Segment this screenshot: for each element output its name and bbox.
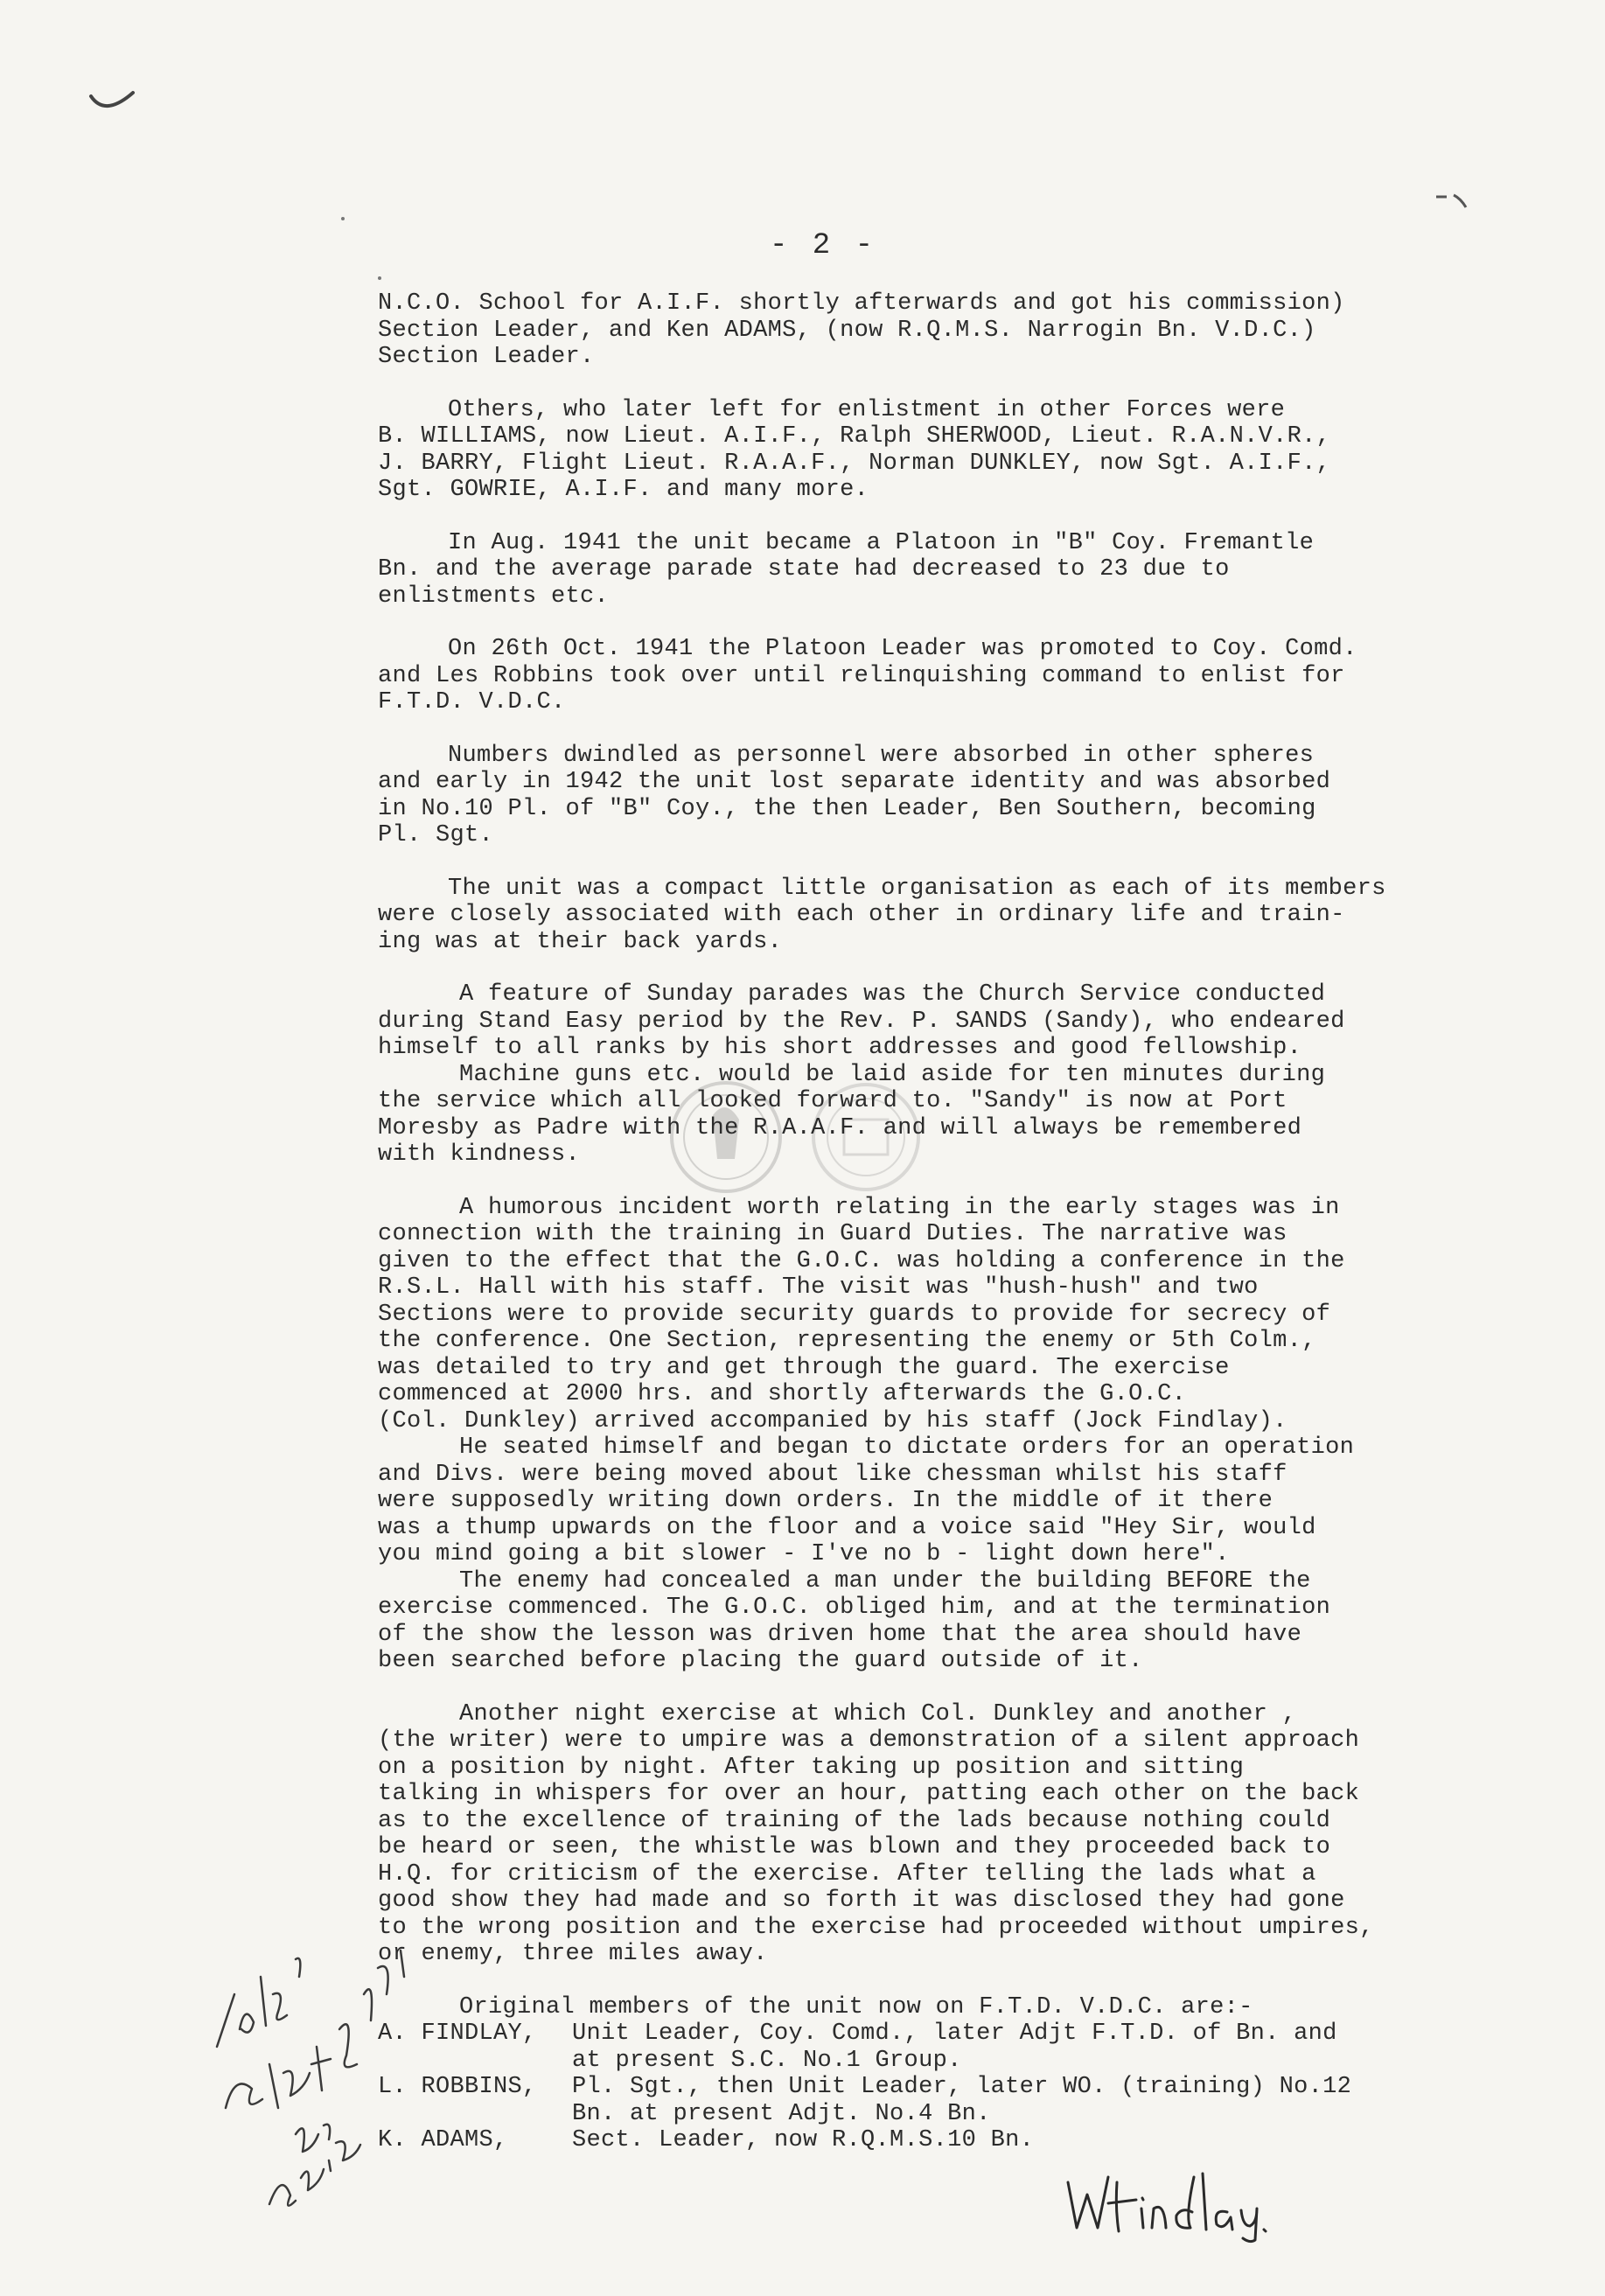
paragraph-continuation [378,290,1480,371]
paragraph-numbers-dwindled [378,743,1480,849]
text-line: Sgt. GOWRIE, A.I.F. and many more. [378,477,869,503]
paragraph-church-service [378,981,1480,1169]
text-line: Others, who later left for enlistment in other Forces were [448,396,1286,423]
text-line: were closely associated with each other in ordinary life and train- [378,902,1345,928]
text-line: connection with the training in Guard Duties. The narrative was [378,1221,1287,1247]
text-line: himself to all ranks by his short addresses and good fellowship. [378,1035,1302,1061]
handwritten-margin-note [199,1942,427,2222]
paragraph-night-exercise [378,1701,1480,1968]
text-line: Another night exercise at which Col. Dunkley and another , [459,1700,1297,1727]
margin-dot [341,217,345,220]
text-line: or enemy, three miles away. [378,1941,768,1967]
member-detail: Pl. Sgt., then Unit Leader, later WO. (training) No.12 [572,2074,1352,2100]
text-line: the conference. One Section, representing the enemy or 5th Colm., [378,1328,1316,1354]
text-line: you mind going a bit slower - I've no b - light down here". [378,1541,1230,1567]
text-line: was detailed to try and get through the guard. The exercise [378,1354,1230,1381]
text-line: in No.10 Pl. of "B" Coy., the then Leader, Ben Southern, becoming [378,795,1316,822]
roster-entry [378,2020,1480,2048]
text-line: On 26th Oct. 1941 the Platoon Leader was promoted to Coy. Comd. [448,636,1357,662]
text-line: Section Leader. [378,344,595,370]
text-line: been searched before placing the guard outside of it. [378,1648,1143,1674]
text-line: J. BARRY, Flight Lieut. R.A.A.F., Norman DUNKLEY, now Sgt. A.I.F., [378,450,1331,477]
text-line: to the wrong position and the exercise had proceeded without umpires, [378,1914,1374,1941]
text-line: Pl. Sgt. [378,822,494,848]
text-line: and Divs. were being moved about like chessman whilst his staff [378,1461,1287,1488]
text-line: The unit was a compact little organisation as each of its members [448,875,1386,902]
paragraph-platoon [378,530,1480,611]
text-line: as to the excellence of training of the lads because nothing could [378,1807,1331,1834]
hole-punch-mark [87,87,140,122]
signature-image [1063,2165,1273,2244]
text-line: be heard or seen, the whistle was blown and they proceeded back to [378,1834,1331,1860]
text-line: during Stand Easy period by the Rev. P. SANDS (Sandy), who endeared [378,1008,1345,1035]
paragraph-promotion [378,636,1480,716]
text-line: was a thump upwards on the floor and a voice said "Hey Sir, would [378,1514,1316,1541]
text-line: The enemy had concealed a man under the building BEFORE the [459,1567,1311,1595]
member-detail-continued: Bn. at present Adjt. No.4 Bn. [572,2100,991,2127]
paragraph-compact-unit [378,876,1480,956]
text-line: with kindness. [378,1141,581,1168]
text-line: Section Leader, and Ken ADAMS, (now R.Q.M.S. Narrogin Bn. V.D.C.) [378,317,1316,344]
text-line: commenced at 2000 hrs. and shortly afterwards the G.O.C. [378,1381,1187,1407]
member-detail-continued: at present S.C. No.1 Group. [572,2047,962,2074]
text-line: A feature of Sunday parades was the Church Service conducted [459,981,1326,1008]
text-line: given to the effect that the G.O.C. was holding a conference in the [378,1247,1345,1274]
text-line: were supposedly writing down orders. In the middle of it there [378,1488,1274,1514]
text-line: (the writer) were to umpire was a demonstration of a silent approach [378,1727,1360,1754]
member-name: A. FINDLAY, [378,2020,537,2047]
text-line: the service which all looked forward to. "Sandy" is now at Port [378,1088,1287,1114]
text-line: (Col. Dunkley) arrived accompanied by his staff (Jock Findlay). [378,1407,1287,1434]
text-line: ing was at their back yards. [378,928,783,955]
text-line: of the show the lesson was driven home that the area should have [378,1621,1302,1648]
roster-intro: Original members of the unit now on F.T.D. V.D.C. are:- [459,1993,1253,2020]
roster-entry [378,2074,1480,2101]
letter-body [378,290,1480,2154]
page-number: - 2 - [770,229,877,262]
roster-entry [378,2127,1480,2154]
text-line: Machine guns etc. would be laid aside for ten minutes during [459,1061,1326,1088]
text-line: In Aug. 1941 the unit became a Platoon in "B" Coy. Fremantle [448,529,1315,556]
corner-mark [1434,188,1469,214]
text-line: Moresby as Padre with the R.A.A.F. and will always be remembered [378,1114,1302,1141]
text-line: talking in whispers for over an hour, patting each other on the back [378,1781,1360,1807]
text-line: and early in 1942 the unit lost separate identity and was absorbed [378,769,1331,795]
text-line: B. WILLIAMS, now Lieut. A.I.F., Ralph SHERWOOD, Lieut. R.A.N.V.R., [378,423,1331,450]
original-members-roster [378,1994,1480,2154]
text-line: Numbers dwindled as personnel were absorbed in other spheres [448,742,1315,769]
text-line: N.C.O. School for A.I.F. shortly afterwards and got his commission) [378,290,1345,317]
member-name: K. ADAMS, [378,2127,508,2153]
member-name: L. ROBBINS, [378,2074,537,2100]
text-line: H.Q. for criticism of the exercise. After telling the lads what a [378,1860,1316,1888]
member-detail: Sect. Leader, now R.Q.M.S.10 Bn. [572,2127,1035,2153]
text-line: A humorous incident worth relating in the early stages was in [459,1194,1340,1221]
text-line: Bn. and the average parade state had decreased to 23 due to [378,556,1230,583]
paragraph-humorous-incident [378,1195,1480,1675]
member-detail: Unit Leader, Coy. Comd., later Adjt F.T.D. of Bn. and [572,2020,1337,2047]
text-line: exercise commenced. The G.O.C. obliged him, and at the termination [378,1595,1331,1621]
margin-dot [378,276,381,280]
text-line: R.S.L. Hall with his staff. The visit was "hush-hush" and two [378,1274,1259,1301]
paragraph-enlistments [378,397,1480,504]
text-line: good show they had made and so forth it was disclosed they had gone [378,1888,1345,1914]
text-line: enlistments etc. [378,583,610,610]
text-line: He seated himself and began to dictate orders for an operation [459,1434,1355,1461]
text-line: Sections were to provide security guards to provide for secrecy of [378,1301,1331,1328]
text-line: on a position by night. After taking up position and sitting [378,1754,1245,1781]
text-line: and Les Robbins took over until relinquishing command to enlist for [378,662,1345,689]
text-line: F.T.D. V.D.C. [378,689,566,715]
